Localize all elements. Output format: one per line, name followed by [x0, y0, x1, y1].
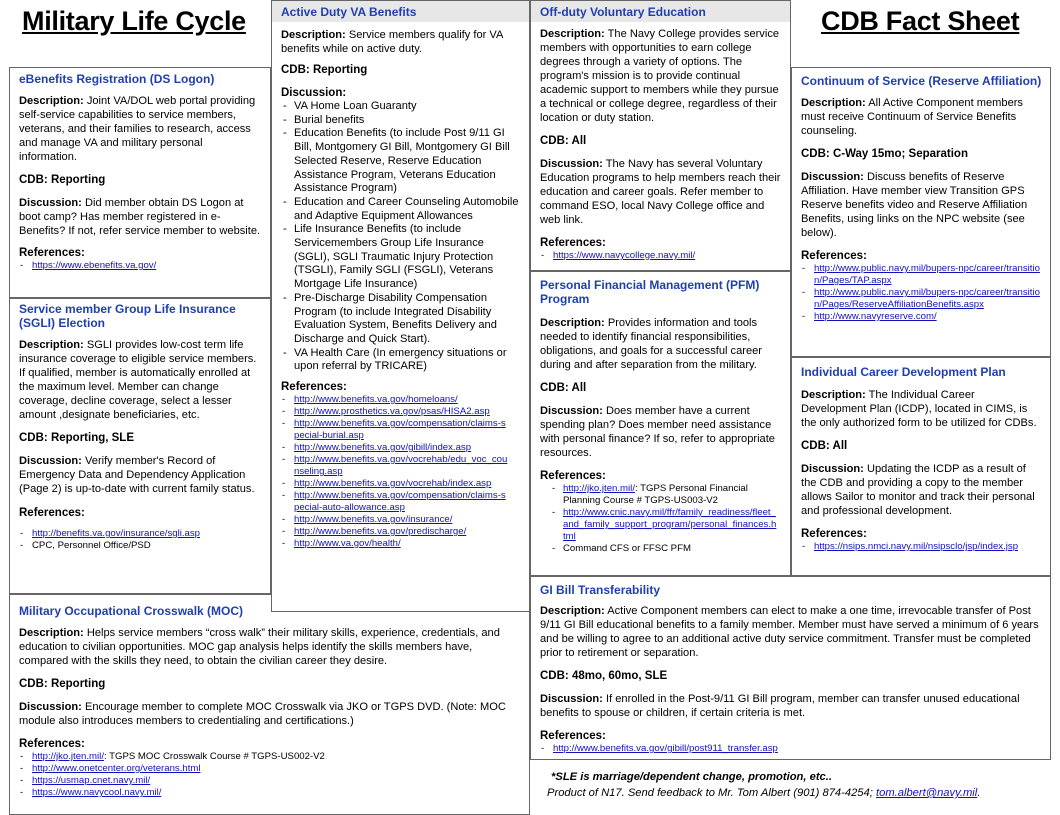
- reference-item: [281, 538, 509, 550]
- reference-link[interactable]: http://www.benefits.va.gov/vocrehab/edu_voc_counseling.asp: [294, 454, 508, 478]
- reference-link[interactable]: https://usmap.cnet.navy.mil/: [32, 775, 151, 786]
- section-continuum-of-service: [791, 67, 1051, 357]
- reference-link[interactable]: http://www.public.navy.mil/bupers-npc/career/transition/Pages/ReserveAffiliationBenefits.aspx: [814, 287, 1040, 310]
- reference-link[interactable]: http://www.benefits.va.gov/compensation/claims-special-auto-allowance.asp: [294, 490, 506, 514]
- reference-item: [281, 514, 509, 526]
- section-discussion: Discussion: If enrolled in the Post-9/11 GI Bill program, member can transfer unused educational benefits to spouse or children, if certain criteria is met.: [540, 693, 1020, 719]
- references-heading: References:: [19, 738, 85, 750]
- section-cdb: CDB: Reporting: [19, 174, 106, 186]
- feedback-email-link[interactable]: tom.albert@navy.mil: [875, 787, 978, 799]
- reference-link[interactable]: http://www.navyreserve.com/: [814, 311, 937, 322]
- reference-item: [19, 787, 521, 799]
- reference-item: [19, 763, 521, 775]
- discussion-item: - Pre-Discharge Disability Compensation Program (to include Integrated Disability Evaluation System, Benefits Delivery and Discharge and Quick Start).: [281, 292, 521, 347]
- title-military-life-cycle: Military Life Cycle: [22, 6, 246, 36]
- references-heading: References:: [19, 247, 85, 259]
- section-discussion: Discussion: Does member have a current spending plan? Does member need assistance with personal finance? If so, refer to appropriate resources.: [540, 405, 775, 459]
- reference-link[interactable]: http://www.benefits.va.gov/gibill/index.asp: [294, 442, 472, 454]
- section-description: Description: The Navy College provides service members with opportunities to earn college degrees through a variety of options. The program's mission is to provide continual academic support to members while they pursue a technical or college degree, regardless of their location or duty station.: [540, 28, 780, 124]
- reference-list: [801, 263, 1042, 323]
- reference-link[interactable]: http://www.benefits.va.gov/predischarge/: [294, 526, 467, 538]
- references-heading: References:: [801, 528, 867, 540]
- reference-link[interactable]: http://www.onetcenter.org/veterans.html: [32, 763, 201, 774]
- reference-link[interactable]: http://www.prosthetics.va.gov/psas/HISA2.asp: [294, 406, 490, 418]
- section-description: Description: Active Component members can elect to make a one time, irrevocable transfer of Post 9/11 GI Bill educational benefits to a family member. Member must have served a minimum of 6 years and be willing to agree to an additional active duty service commitment. Transfer must be completed prior to retirement or separation.: [540, 605, 1039, 659]
- reference-list: [281, 394, 509, 550]
- references-heading: References:: [540, 470, 606, 482]
- section-title: Off-duty Voluntary Education: [531, 1, 790, 22]
- references-heading: References:: [19, 507, 85, 519]
- reference-item: - Command CFS or FFSC PFM: [540, 543, 778, 555]
- reference-item: [801, 541, 1042, 553]
- reference-item: [281, 526, 509, 538]
- section-title: eBenefits Registration (DS Logon): [19, 72, 215, 86]
- section-cdb: CDB: C-Way 15mo; Separation: [801, 148, 968, 160]
- reference-item: - http://jko.jten.mil/: TGPS Personal Financial Planning Course # TGPS-US003-V2: [540, 483, 778, 507]
- section-title: Continuum of Service (Reserve Affiliation): [801, 74, 1042, 88]
- reference-list: [19, 528, 262, 552]
- section-sgli: [9, 298, 271, 594]
- discussion-item: - Education Benefits (to include Post 9/11 GI Bill, Montgomery GI Bill, Montgomery GI Bill Selected Reserve, Reserve Education Assistance Program, Veterans Education Assistance Program): [281, 127, 521, 196]
- section-description: Description: Service members qualify for VA benefits while on active duty.: [281, 29, 503, 55]
- reference-item: [801, 263, 1042, 287]
- reference-list: [19, 260, 262, 272]
- section-title: Active Duty VA Benefits: [272, 1, 529, 22]
- discussion-item: - Education and Career Counseling Automobile and Adaptive Equipment Allowances: [281, 196, 521, 223]
- reference-link[interactable]: http://www.benefits.va.gov/gibill/post911_transfer.asp: [553, 743, 778, 754]
- reference-list: [540, 743, 1042, 755]
- references-heading: References:: [801, 250, 867, 262]
- reference-list: [801, 541, 1042, 553]
- reference-link[interactable]: http://www.benefits.va.gov/compensation/claims-special-burial.asp: [294, 418, 506, 442]
- section-cdb: CDB: Reporting: [281, 64, 368, 76]
- references-heading: References:: [540, 237, 606, 249]
- discussion-item: - VA Home Loan Guaranty: [281, 100, 521, 114]
- reference-item: [540, 507, 778, 543]
- section-description: Description: Provides information and tools needed to identify financial responsibilities, obligations, and goals for a successful career during and after separation from the military.: [540, 317, 762, 371]
- section-icdp: [791, 357, 1051, 576]
- reference-item: [801, 287, 1042, 311]
- reference-link[interactable]: http://jko.jten.mil/: [32, 751, 104, 762]
- section-title: Military Occupational Crosswalk (MOC): [19, 604, 244, 618]
- discussion-item: - VA Health Care (In emergency situations or upon referral by TRICARE): [281, 347, 521, 374]
- section-discussion: Discussion: Verify member's Record of Emergency Data and Dependency Application (Page 2) is up-to-date with current family status.: [19, 455, 255, 495]
- section-description: Description: All Active Component members must receive Continuum of Service Benefits counseling.: [801, 97, 1023, 137]
- reference-link[interactable]: http://www.benefits.va.gov/homeloans/: [294, 394, 458, 406]
- section-title: Service member Group Life Insurance (SGLI) Election: [19, 302, 236, 330]
- section-cdb: CDB: Reporting: [19, 678, 106, 690]
- section-va-benefits: [271, 0, 530, 612]
- reference-item: [281, 454, 509, 478]
- reference-item: [19, 528, 262, 540]
- section-cdb: CDB: All: [540, 135, 587, 147]
- reference-link[interactable]: https://www.navycollege.navy.mil/: [553, 250, 696, 261]
- references-heading: References:: [281, 381, 347, 394]
- reference-item: [281, 478, 509, 490]
- reference-link[interactable]: http://www.benefits.va.gov/vocrehab/index.asp: [294, 478, 492, 490]
- section-description: Description: The Individual Career Development Plan (ICDP), located in CIMS, is the only authorized form to be utilized for CDBs.: [801, 389, 1037, 429]
- reference-link[interactable]: http://www.benefits.va.gov/insurance/: [294, 514, 453, 526]
- reference-link[interactable]: http://jko.jten.mil/: [563, 483, 635, 494]
- reference-item: - http://jko.jten.mil/: TGPS MOC Crosswalk Course # TGPS-US002-V2: [19, 751, 521, 763]
- title-cdb-fact-sheet: CDB Fact Sheet: [821, 6, 1020, 36]
- section-moc: [9, 594, 530, 815]
- reference-link[interactable]: http://benefits.va.gov/insurance/sgli.asp: [32, 528, 200, 539]
- section-gi-bill: [530, 576, 1051, 760]
- credit-line: Product of N17. Send feedback to Mr. Tom Albert (901) 874-4254; tom.albert@navy.mil.: [547, 787, 981, 799]
- section-pfm: [530, 271, 791, 576]
- section-discussion: Discussion: Did member obtain DS Logon at boot camp? Has member registered in e-Benefits? If not, refer service member to website.: [19, 197, 261, 237]
- discussion-item: - Burial benefits: [281, 114, 521, 128]
- discussion-list: [281, 100, 521, 374]
- reference-item: - CPC, Personnel Office/PSD: [19, 540, 262, 552]
- section-discussion: Discussion: The Navy has several Voluntary Education programs to help members reach their education and career goals. Refer member to command ESO, local Navy College office and web link.: [540, 158, 781, 226]
- section-offduty-education: [530, 0, 791, 271]
- section-discussion: Discussion: Updating the ICDP as a result of the CDB and providing a copy to the member allows Sailor to monitor and track their personal and professional development.: [801, 463, 1035, 517]
- reference-link[interactable]: http://www.cnic.navy.mil/ffr/family_readiness/fleet_and_family_support_program/personal_finances.html: [563, 507, 777, 542]
- section-description: Description: Helps service members “cross walk” their military skills, experience, credentials, and education to civilian opportunities. MOC gap analysis helps identify the skills members have, compared with the skills they need, to obtain the civilian career they desire.: [19, 627, 500, 667]
- reference-item: [281, 394, 509, 406]
- reference-link[interactable]: https://www.navycool.navy.mil/: [32, 787, 162, 798]
- section-description: Description: SGLI provides low-cost term life insurance coverage to eligible service members. If qualified, member is automatically enrolled at the maximum level. Member can change coverage, decline coverage, select a lesser amount ,designate beneficiaries, etc.: [19, 339, 257, 421]
- section-cdb: CDB: Reporting, SLE: [19, 432, 134, 444]
- reference-item: [19, 260, 262, 272]
- reference-item: [281, 490, 509, 514]
- reference-item: [540, 743, 1042, 755]
- sle-footnote: *SLE is marriage/dependent change, promotion, etc..: [551, 771, 832, 783]
- reference-list: [540, 250, 782, 262]
- reference-link[interactable]: http://www.va.gov/health/: [294, 538, 401, 550]
- section-title: Individual Career Development Plan: [801, 365, 1006, 379]
- discussion-heading: Discussion:: [281, 87, 347, 99]
- section-cdb: CDB: 48mo, 60mo, SLE: [540, 670, 668, 682]
- reference-item: [19, 775, 521, 787]
- reference-list: [540, 483, 778, 555]
- section-title: GI Bill Transferability: [540, 583, 661, 597]
- reference-item: [281, 442, 509, 454]
- section-description: Description: Joint VA/DOL web portal providing self-service capabilities to service members, veterans, and their families to research, access and manage VA and military personal information.: [19, 95, 256, 163]
- references-heading: References:: [540, 730, 606, 742]
- section-title: Personal Financial Management (PFM) Program: [540, 278, 760, 306]
- section-cdb: CDB: All: [540, 382, 587, 394]
- reference-link[interactable]: http://www.public.navy.mil/bupers-npc/career/transition/Pages/TAP.aspx: [814, 263, 1040, 286]
- section-discussion: Discussion: Discuss benefits of Reserve Affiliation. Have member view Transition GPS Reserve benefits video and Reserve Affiliation Benefits, using links on the NPC website (see below).: [801, 171, 1028, 239]
- reference-link[interactable]: https://www.ebenefits.va.gov/: [32, 260, 157, 271]
- section-ebenefits: [9, 67, 271, 298]
- section-cdb: CDB: All: [801, 440, 848, 452]
- reference-item: [281, 406, 509, 418]
- reference-list: [19, 751, 521, 799]
- reference-item: [801, 311, 1042, 323]
- discussion-item: - Life Insurance Benefits (to include Servicemembers Group Life Insurance (SGLI), SGLI Traumatic Injury Protection (TSGLI), Family SGLI (FSGLI), Veterans Mortgage Life Insurance): [281, 223, 521, 292]
- reference-link[interactable]: https://nsips.nmci.navy.mil/nsipsclo/jsp/index.jsp: [814, 541, 1019, 552]
- reference-item: [281, 418, 509, 442]
- reference-item: [540, 250, 782, 262]
- section-discussion: Discussion: Encourage member to complete MOC Crosswalk via JKO or TGPS DVD. (Note: MOC module also introduces members to credentialing and certifications.): [19, 701, 506, 727]
